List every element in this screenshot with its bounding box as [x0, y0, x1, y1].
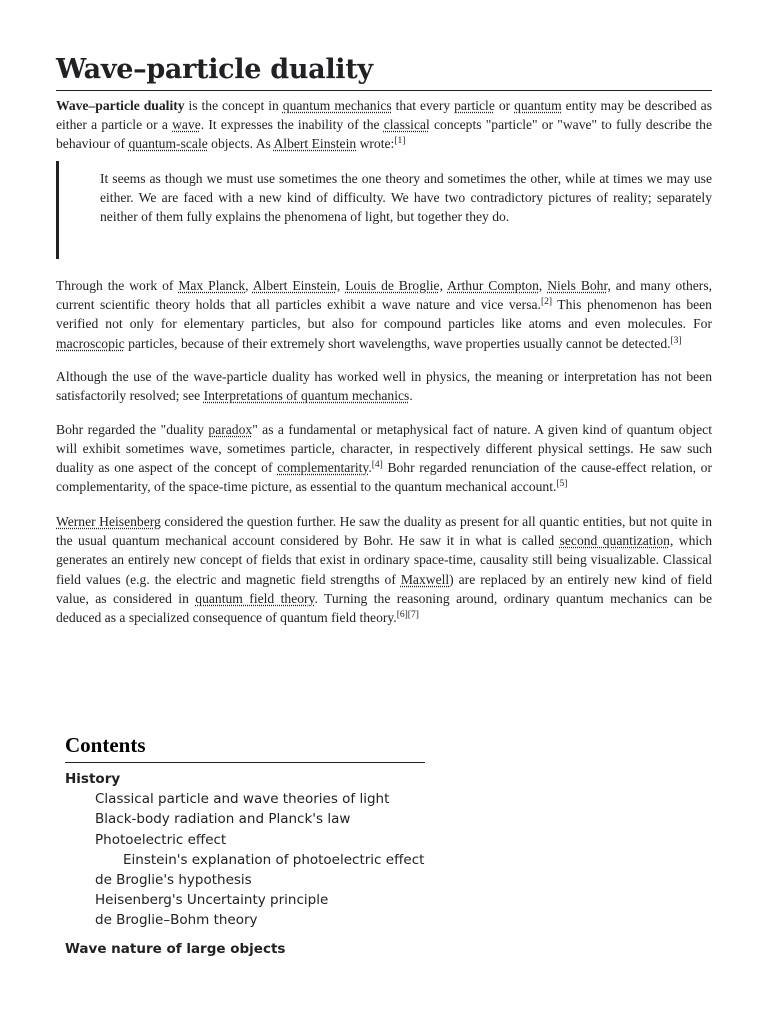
text: objects. As [207, 136, 274, 152]
text: , and many others, current scientific theory holds that all particles exhibit a wave nature and vice versa. [56, 278, 713, 313]
text: that every [391, 98, 455, 113]
text: , which generates an entirely new concept of fields that exist in ordinary space-time, causality still being visualizable. Classical field values (e.g. the electric and magnetic field strengths of [56, 533, 712, 587]
table-of-contents [65, 733, 425, 959]
lead-bold-term: Wave–particle duality [56, 98, 185, 113]
toc-item-large-objects[interactable]: Wave nature of large objects [65, 940, 286, 957]
text: This phenomenon has been verified not only for elementary particles, but also for compound particles like atoms and even molecules. For [56, 297, 712, 332]
article [56, 52, 712, 627]
text: , [538, 278, 548, 294]
paragraph-4 [56, 420, 712, 496]
einstein-quote [56, 161, 712, 259]
toc-list [65, 769, 425, 959]
text: or [494, 98, 515, 113]
citation-1[interactable]: [1] [394, 136, 406, 147]
link-max-planck[interactable]: Max Planck [178, 278, 246, 294]
link-arthur-compton[interactable]: Arthur Compton [447, 278, 539, 294]
link-albert-einstein-2[interactable]: Albert Einstein [252, 278, 337, 294]
toc-item-history[interactable]: History [65, 771, 121, 787]
text: " as a fundamental or metaphysical fact of nature. A given kind of quantum object will exhibit sometimes wave, sometimes particle, character, in respectively different physical settings. He saw such duality as one aspect of the concept of [56, 421, 712, 476]
text: concepts "particle" or "wave" to fully describe the behaviour of [56, 117, 712, 152]
text: , [439, 278, 448, 294]
text: particles, because of their extremely short wavelengths, wave properties usually cannot be detected. [124, 335, 671, 351]
toc-item-de-broglie[interactable]: de Broglie's hypothesis [95, 872, 252, 889]
link-quantum-field-theory[interactable]: quantum field theory [195, 590, 315, 606]
link-interpretations[interactable]: Interpretations of quantum mechanics [203, 387, 410, 403]
text: . Turning the reasoning around, ordinary quantum mechanics can be deduced as a specialized consequence of quantum field theory. [56, 590, 712, 625]
link-macroscopic[interactable]: macroscopic [56, 335, 125, 351]
link-wave[interactable]: wave [172, 117, 201, 133]
toc-item-photoelectric[interactable]: Photoelectric effect [95, 831, 227, 848]
text: considered the question further. He saw the duality as present for all quantic entities, but not quite in the usual quantum mechanical account considered by Bohr. He saw it in what is called [56, 514, 712, 549]
quote-text: It seems as though we must use sometimes the one theory and sometimes the other, while at times we may use either. We are faced with a new kind of difficulty. We have two contradictory pictures of reality; separately neither of them fully explains the phenomena of light, but together they do. [100, 171, 712, 225]
citation-5[interactable]: [5] [556, 479, 568, 490]
paragraph-3 [56, 367, 712, 405]
text: , [336, 278, 346, 294]
link-niels-bohr[interactable]: Niels Bohr [547, 278, 608, 294]
text: , [245, 278, 253, 294]
text: Bohr regarded renunciation of the cause-effect relation, or complementarity, of the space-time picture, as essential to the quantum mechanical account. [56, 460, 712, 495]
link-werner-heisenberg[interactable]: Werner Heisenberg [56, 514, 161, 530]
citation-4[interactable]: [4] [371, 460, 383, 471]
text: Through the work of [56, 278, 179, 294]
link-quantum-scale[interactable]: quantum-scale [128, 136, 208, 152]
text: Bohr regarded the "duality [56, 421, 209, 437]
link-maxwell[interactable]: Maxwell [400, 571, 450, 587]
lead-paragraph [56, 96, 712, 153]
text: . It expresses the inability of the [200, 117, 384, 133]
page-title: Wave–particle duality [56, 52, 712, 91]
link-classical[interactable]: classical [383, 117, 430, 133]
link-second-quantization[interactable]: second quantization [559, 533, 670, 549]
link-complementarity[interactable]: complementarity [277, 460, 369, 476]
text: entity may be described as either a particle or a [56, 98, 712, 133]
toc-heading: Contents [65, 733, 425, 763]
toc-item-bohm-theory[interactable]: de Broglie–Bohm theory [95, 912, 258, 929]
citation-2[interactable]: [2] [540, 297, 553, 308]
text: . [368, 460, 372, 476]
toc-item-black-body[interactable]: Black-body radiation and Planck's law [95, 811, 351, 828]
link-quantum[interactable]: quantum [514, 98, 562, 113]
toc-item-einstein-explanation[interactable]: Einstein's explanation of photoelectric effect [123, 851, 425, 868]
text: ) are replaced by an entirely new kind of field value, as considered in [56, 571, 712, 606]
citation-3[interactable]: [3] [670, 335, 682, 346]
paragraph-5 [56, 512, 712, 627]
link-particle[interactable]: particle [454, 98, 495, 113]
link-albert-einstein[interactable]: Albert Einstein [273, 136, 357, 152]
link-quantum-mechanics[interactable]: quantum mechanics [282, 98, 392, 113]
citation-7[interactable]: [7] [407, 609, 419, 620]
toc-item-uncertainty[interactable]: Heisenberg's Uncertainty principle [95, 892, 329, 909]
text: wrote: [356, 136, 395, 152]
toc-item-classical-theories[interactable]: Classical particle and wave theories of light [95, 791, 390, 808]
link-paradox[interactable]: paradox [208, 421, 253, 437]
text: . [409, 387, 413, 403]
text: Although the use of the wave-particle duality has worked well in physics, the meaning or interpretation has not been satisfactorily resolved; see [56, 368, 712, 403]
link-louis-de-broglie[interactable]: Louis de Broglie [345, 278, 440, 294]
citation-6[interactable]: [6] [396, 609, 408, 620]
text: is the concept in [184, 98, 283, 113]
paragraph-2 [56, 276, 712, 352]
